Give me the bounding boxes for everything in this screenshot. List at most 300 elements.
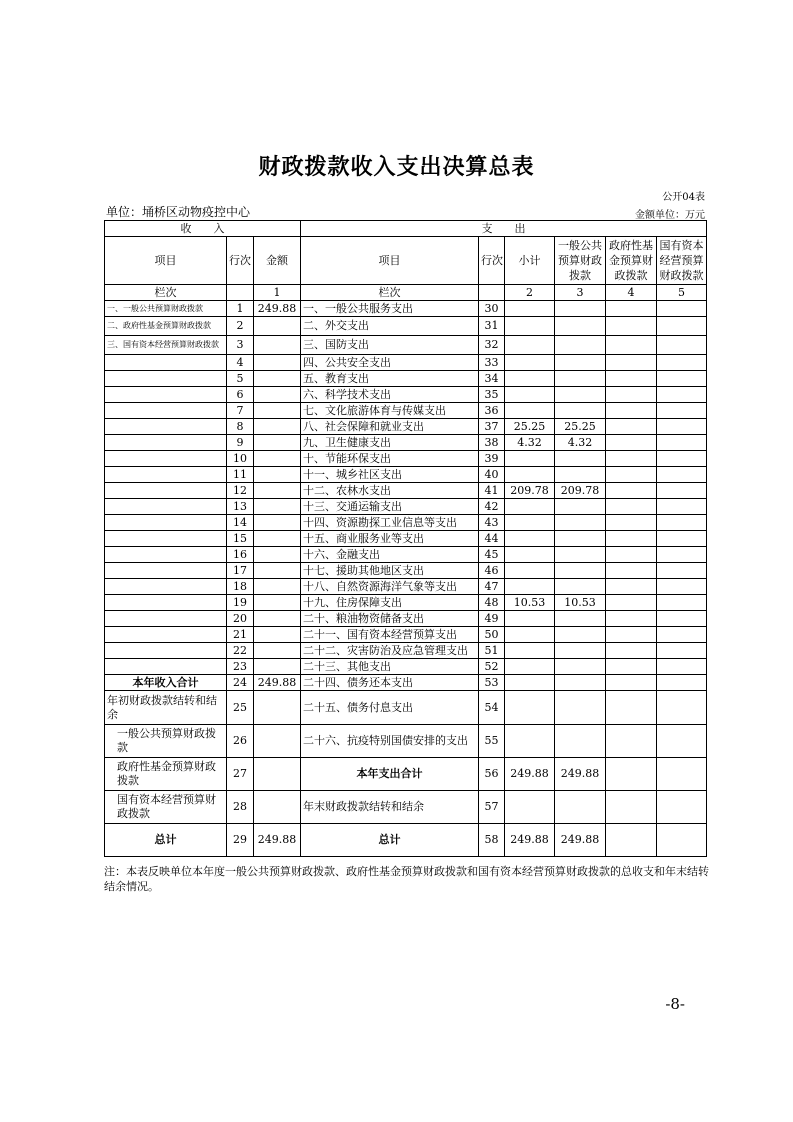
cell-out-no: 53 xyxy=(479,675,505,691)
table-row xyxy=(105,579,707,595)
cell-sub xyxy=(505,499,555,515)
cell-out-item: 二十一、国有资本经营预算支出 xyxy=(301,627,479,643)
cell-out-no: 40 xyxy=(479,467,505,483)
cell-state xyxy=(657,371,707,387)
cell-gen xyxy=(555,371,606,387)
cell-sub xyxy=(505,547,555,563)
cell-out-item: 十二、农林水支出 xyxy=(301,483,479,499)
cell-sub xyxy=(505,371,555,387)
cell-state xyxy=(657,824,707,857)
cell-state xyxy=(657,451,707,467)
cell-fund xyxy=(606,691,657,725)
cell-in-no: 21 xyxy=(227,627,254,643)
cell-in-item xyxy=(105,579,227,595)
money-unit: 金额单位：万元 xyxy=(635,210,705,221)
cell-out-item: 十六、金融支出 xyxy=(301,547,479,563)
table-row xyxy=(105,563,707,579)
cell-out-item: 十八、自然资源海洋气象等支出 xyxy=(301,579,479,595)
cell-out-no: 34 xyxy=(479,371,505,387)
table-row xyxy=(105,301,707,317)
cell-in-item xyxy=(105,595,227,611)
cell-sub xyxy=(505,336,555,355)
cell-gen xyxy=(555,563,606,579)
cell-state xyxy=(657,563,707,579)
cell-state xyxy=(657,419,707,435)
cell-in-amt xyxy=(254,317,301,336)
cell-fund xyxy=(606,467,657,483)
cell-sub xyxy=(505,387,555,403)
cell-gen: 4.32 xyxy=(555,435,606,451)
cell-out-no: 44 xyxy=(479,531,505,547)
cell-out-item: 二、外交支出 xyxy=(301,317,479,336)
table-row xyxy=(105,659,707,675)
column-number-5: 5 xyxy=(657,285,707,301)
table-note: 注：本表反映单位本年度一般公共预算财政拨款、政府性基金预算财政拨款和国有资本经营预算财政拨款的总收支和年末结转结余情况。 xyxy=(104,865,709,893)
cell-in-no: 18 xyxy=(227,579,254,595)
header-row-2 xyxy=(105,237,707,285)
cell-gen: 209.78 xyxy=(555,483,606,499)
cell-sub xyxy=(505,643,555,659)
cell-in-item xyxy=(105,531,227,547)
cell-in-amt xyxy=(254,725,301,758)
cell-state xyxy=(657,355,707,371)
cell-out-item: 九、卫生健康支出 xyxy=(301,435,479,451)
cell-sub xyxy=(505,403,555,419)
cell-in-amt xyxy=(254,499,301,515)
cell-sub: 249.88 xyxy=(505,758,555,791)
cell-in-item: 国有资本经营预算财政拨款 xyxy=(105,791,227,824)
cell-in-amt xyxy=(254,451,301,467)
table-row xyxy=(105,691,707,725)
fund-budget-header: 政府性基金预算财政拨款 xyxy=(606,237,657,285)
cell-out-no: 47 xyxy=(479,579,505,595)
cell-state xyxy=(657,611,707,627)
cell-state xyxy=(657,531,707,547)
cell-gen xyxy=(555,725,606,758)
cell-out-no: 33 xyxy=(479,355,505,371)
cell-in-no: 11 xyxy=(227,467,254,483)
cell-in-amt: 249.88 xyxy=(254,675,301,691)
cell-in-no: 25 xyxy=(227,691,254,725)
cell-sub xyxy=(505,301,555,317)
cell-gen xyxy=(555,467,606,483)
cell-fund xyxy=(606,419,657,435)
column-number-1: 1 xyxy=(254,285,301,301)
cell-fund xyxy=(606,387,657,403)
cell-in-amt: 249.88 xyxy=(254,301,301,317)
cell-state xyxy=(657,499,707,515)
column-number-3: 3 xyxy=(555,285,606,301)
cell-in-item xyxy=(105,355,227,371)
cell-fund xyxy=(606,371,657,387)
cell-out-no: 56 xyxy=(479,758,505,791)
cell-out-no: 38 xyxy=(479,435,505,451)
cell-sub xyxy=(505,355,555,371)
cell-state xyxy=(657,725,707,758)
cell-out-item: 二十六、抗疫特别国债安排的支出 xyxy=(301,725,479,758)
table-code: 公开04表 xyxy=(662,192,705,203)
cell-state xyxy=(657,579,707,595)
table-row xyxy=(105,336,707,355)
cell-state xyxy=(657,317,707,336)
cell-fund xyxy=(606,725,657,758)
cell-state xyxy=(657,403,707,419)
cell-fund xyxy=(606,317,657,336)
cell-gen xyxy=(555,627,606,643)
cell-in-item xyxy=(105,467,227,483)
table-row xyxy=(105,675,707,691)
cell-in-no: 5 xyxy=(227,371,254,387)
cell-gen xyxy=(555,451,606,467)
cell-in-no: 22 xyxy=(227,643,254,659)
income-header: 收 入 xyxy=(105,221,301,237)
cell-fund xyxy=(606,515,657,531)
cell-gen: 249.88 xyxy=(555,824,606,857)
cell-gen xyxy=(555,547,606,563)
cell-in-amt xyxy=(254,515,301,531)
cell-gen xyxy=(555,499,606,515)
cell-in-no: 3 xyxy=(227,336,254,355)
cell-out-no: 36 xyxy=(479,403,505,419)
cell-in-item xyxy=(105,515,227,531)
cell-out-item: 二十五、债务付息支出 xyxy=(301,691,479,725)
cell-state xyxy=(657,791,707,824)
cell-in-amt xyxy=(254,643,301,659)
cell-in-amt xyxy=(254,403,301,419)
income-row-no-header: 行次 xyxy=(227,237,254,285)
cell-in-no: 8 xyxy=(227,419,254,435)
cell-out-no: 45 xyxy=(479,547,505,563)
cell-sub xyxy=(505,725,555,758)
cell-out-item: 七、文化旅游体育与传媒支出 xyxy=(301,403,479,419)
cell-out-item: 八、社会保障和就业支出 xyxy=(301,419,479,435)
cell-in-amt xyxy=(254,611,301,627)
cell-out-no: 50 xyxy=(479,627,505,643)
cell-out-no: 58 xyxy=(479,824,505,857)
cell-out-no: 30 xyxy=(479,301,505,317)
cell-in-amt xyxy=(254,547,301,563)
cell-gen: 10.53 xyxy=(555,595,606,611)
cell-in-item xyxy=(105,627,227,643)
cell-sub xyxy=(505,659,555,675)
cell-in-no: 28 xyxy=(227,791,254,824)
table-row xyxy=(105,499,707,515)
cell-state xyxy=(657,627,707,643)
cell-in-amt xyxy=(254,691,301,725)
cell-in-no: 13 xyxy=(227,499,254,515)
cell-out-no: 46 xyxy=(479,563,505,579)
cell-in-no: 24 xyxy=(227,675,254,691)
cell-sub: 249.88 xyxy=(505,824,555,857)
cell-out-no: 52 xyxy=(479,659,505,675)
cell-out-no: 39 xyxy=(479,451,505,467)
cell-in-item xyxy=(105,371,227,387)
cell-out-item: 十九、住房保障支出 xyxy=(301,595,479,611)
cell-out-no: 54 xyxy=(479,691,505,725)
cell-gen xyxy=(555,515,606,531)
cell-out-no: 43 xyxy=(479,515,505,531)
cell-out-item: 五、教育支出 xyxy=(301,371,479,387)
cell-in-item xyxy=(105,563,227,579)
cell-in-amt xyxy=(254,563,301,579)
cell-in-amt xyxy=(254,467,301,483)
cell-fund xyxy=(606,301,657,317)
cell-in-amt xyxy=(254,483,301,499)
cell-in-amt xyxy=(254,595,301,611)
cell-in-item xyxy=(105,451,227,467)
cell-in-no: 16 xyxy=(227,547,254,563)
cell-in-no: 2 xyxy=(227,317,254,336)
cell-fund xyxy=(606,483,657,499)
cell-in-amt xyxy=(254,387,301,403)
cell-state xyxy=(657,758,707,791)
cell-in-amt xyxy=(254,791,301,824)
table-row xyxy=(105,317,707,336)
cell-in-no: 14 xyxy=(227,515,254,531)
cell-in-amt xyxy=(254,435,301,451)
cell-out-item: 二十、粮油物资储备支出 xyxy=(301,611,479,627)
cell-gen xyxy=(555,531,606,547)
cell-gen: 25.25 xyxy=(555,419,606,435)
cell-in-item: 二、政府性基金预算财政拨款 xyxy=(105,317,227,336)
cell-gen xyxy=(555,643,606,659)
cell-state xyxy=(657,301,707,317)
cell-fund xyxy=(606,758,657,791)
cell-fund xyxy=(606,336,657,355)
cell-gen xyxy=(555,791,606,824)
header-row-1 xyxy=(105,221,707,237)
cell-in-item: 政府性基金预算财政拨款 xyxy=(105,758,227,791)
cell-state xyxy=(657,595,707,611)
cell-in-amt xyxy=(254,659,301,675)
cell-sub xyxy=(505,317,555,336)
page-title: 财政拨款收入支出决算总表 xyxy=(258,154,535,180)
cell-in-amt xyxy=(254,579,301,595)
cell-out-no: 57 xyxy=(479,791,505,824)
cell-in-item xyxy=(105,547,227,563)
cell-fund xyxy=(606,643,657,659)
cell-out-item: 一、一般公共服务支出 xyxy=(301,301,479,317)
table-row xyxy=(105,791,707,824)
cell-state xyxy=(657,691,707,725)
cell-in-no: 7 xyxy=(227,403,254,419)
cell-in-amt xyxy=(254,419,301,435)
cell-fund xyxy=(606,451,657,467)
cell-in-item: 一般公共预算财政拨款 xyxy=(105,725,227,758)
cell-fund xyxy=(606,791,657,824)
cell-state xyxy=(657,675,707,691)
cell-out-item: 年末财政拨款结转和结余 xyxy=(301,791,479,824)
summary-table xyxy=(104,220,707,857)
cell-in-item: 一、一般公共预算财政拨款 xyxy=(105,301,227,317)
cell-gen xyxy=(555,579,606,595)
cell-gen xyxy=(555,336,606,355)
cell-state xyxy=(657,467,707,483)
cell-in-item xyxy=(105,387,227,403)
column-label-expense: 栏次 xyxy=(301,285,479,301)
column-number-row xyxy=(105,285,707,301)
cell-fund xyxy=(606,595,657,611)
cell-out-no: 42 xyxy=(479,499,505,515)
cell-in-no: 4 xyxy=(227,355,254,371)
cell-state xyxy=(657,515,707,531)
cell-fund xyxy=(606,579,657,595)
cell-out-item: 二十二、灾害防治及应急管理支出 xyxy=(301,643,479,659)
cell-out-item: 十五、商业服务业等支出 xyxy=(301,531,479,547)
state-capital-header: 国有资本经营预算财政拨款 xyxy=(657,237,707,285)
table-row xyxy=(105,403,707,419)
cell-in-amt xyxy=(254,531,301,547)
cell-sub: 10.53 xyxy=(505,595,555,611)
cell-in-item xyxy=(105,435,227,451)
table-row xyxy=(105,355,707,371)
cell-in-item xyxy=(105,419,227,435)
subtotal-header: 小计 xyxy=(505,237,555,285)
cell-fund xyxy=(606,499,657,515)
cell-sub xyxy=(505,467,555,483)
cell-out-item: 总计 xyxy=(301,824,479,857)
cell-fund xyxy=(606,355,657,371)
cell-out-item: 六、科学技术支出 xyxy=(301,387,479,403)
cell-sub xyxy=(505,451,555,467)
cell-out-item: 十七、援助其他地区支出 xyxy=(301,563,479,579)
cell-in-no: 19 xyxy=(227,595,254,611)
cell-in-item xyxy=(105,403,227,419)
cell-out-item: 十三、交通运输支出 xyxy=(301,499,479,515)
cell-in-amt: 249.88 xyxy=(254,824,301,857)
cell-gen: 249.88 xyxy=(555,758,606,791)
cell-gen xyxy=(555,659,606,675)
cell-out-item: 本年支出合计 xyxy=(301,758,479,791)
cell-in-no: 6 xyxy=(227,387,254,403)
cell-in-item: 本年收入合计 xyxy=(105,675,227,691)
table-row xyxy=(105,387,707,403)
cell-fund xyxy=(606,675,657,691)
cell-in-no: 9 xyxy=(227,435,254,451)
cell-out-no: 37 xyxy=(479,419,505,435)
cell-in-item xyxy=(105,499,227,515)
table-row xyxy=(105,725,707,758)
cell-gen xyxy=(555,403,606,419)
table-row xyxy=(105,483,707,499)
cell-out-no: 32 xyxy=(479,336,505,355)
cell-out-no: 41 xyxy=(479,483,505,499)
cell-fund xyxy=(606,627,657,643)
cell-out-no: 31 xyxy=(479,317,505,336)
cell-in-no: 15 xyxy=(227,531,254,547)
cell-out-item: 十一、城乡社区支出 xyxy=(301,467,479,483)
cell-state xyxy=(657,659,707,675)
cell-out-no: 51 xyxy=(479,643,505,659)
cell-sub xyxy=(505,611,555,627)
table-row xyxy=(105,515,707,531)
cell-sub xyxy=(505,675,555,691)
expense-row-no-header: 行次 xyxy=(479,237,505,285)
general-budget-header: 一般公共预算财政拨款 xyxy=(555,237,606,285)
column-number-2: 2 xyxy=(505,285,555,301)
cell-state xyxy=(657,483,707,499)
cell-in-amt xyxy=(254,355,301,371)
cell-out-item: 三、国防支出 xyxy=(301,336,479,355)
cell-state xyxy=(657,547,707,563)
column-number-4: 4 xyxy=(606,285,657,301)
cell-in-no: 23 xyxy=(227,659,254,675)
cell-gen xyxy=(555,355,606,371)
cell-sub xyxy=(505,627,555,643)
expense-item-header: 项目 xyxy=(301,237,479,285)
cell-sub xyxy=(505,791,555,824)
cell-sub: 209.78 xyxy=(505,483,555,499)
column-label: 栏次 xyxy=(105,285,227,301)
expense-header: 支 出 xyxy=(301,221,707,237)
cell-sub xyxy=(505,531,555,547)
cell-in-no: 10 xyxy=(227,451,254,467)
cell-fund xyxy=(606,824,657,857)
cell-sub: 25.25 xyxy=(505,419,555,435)
cell-gen xyxy=(555,691,606,725)
cell-in-no: 29 xyxy=(227,824,254,857)
cell-in-item: 三、国有资本经营预算财政拨款 xyxy=(105,336,227,355)
page-number: -8- xyxy=(665,995,685,1013)
table-row xyxy=(105,547,707,563)
cell-fund xyxy=(606,403,657,419)
table-row xyxy=(105,419,707,435)
cell-in-item xyxy=(105,659,227,675)
cell-in-no: 26 xyxy=(227,725,254,758)
cell-fund xyxy=(606,435,657,451)
cell-fund xyxy=(606,531,657,547)
cell-in-no: 1 xyxy=(227,301,254,317)
cell-in-item xyxy=(105,611,227,627)
cell-in-amt xyxy=(254,371,301,387)
cell-sub xyxy=(505,691,555,725)
table-row xyxy=(105,531,707,547)
cell-out-item: 二十三、其他支出 xyxy=(301,659,479,675)
cell-fund xyxy=(606,611,657,627)
cell-out-no: 48 xyxy=(479,595,505,611)
income-item-header: 项目 xyxy=(105,237,227,285)
cell-gen xyxy=(555,387,606,403)
table-row xyxy=(105,627,707,643)
cell-fund xyxy=(606,563,657,579)
cell-in-amt xyxy=(254,627,301,643)
cell-in-no: 17 xyxy=(227,563,254,579)
cell-gen xyxy=(555,301,606,317)
cell-out-no: 35 xyxy=(479,387,505,403)
cell-gen xyxy=(555,675,606,691)
cell-sub xyxy=(505,515,555,531)
table-row xyxy=(105,371,707,387)
cell-out-no: 49 xyxy=(479,611,505,627)
cell-out-item: 二十四、债务还本支出 xyxy=(301,675,479,691)
cell-gen xyxy=(555,611,606,627)
cell-in-no: 12 xyxy=(227,483,254,499)
cell-sub xyxy=(505,579,555,595)
cell-out-item: 十四、资源勘探工业信息等支出 xyxy=(301,515,479,531)
cell-sub: 4.32 xyxy=(505,435,555,451)
cell-in-item xyxy=(105,643,227,659)
cell-in-no: 27 xyxy=(227,758,254,791)
table-row xyxy=(105,758,707,791)
cell-in-item: 年初财政拨款结转和结余 xyxy=(105,691,227,725)
cell-in-amt xyxy=(254,758,301,791)
cell-in-amt xyxy=(254,336,301,355)
cell-state xyxy=(657,643,707,659)
cell-out-item: 四、公共安全支出 xyxy=(301,355,479,371)
table-row xyxy=(105,595,707,611)
table-row xyxy=(105,451,707,467)
cell-state xyxy=(657,336,707,355)
